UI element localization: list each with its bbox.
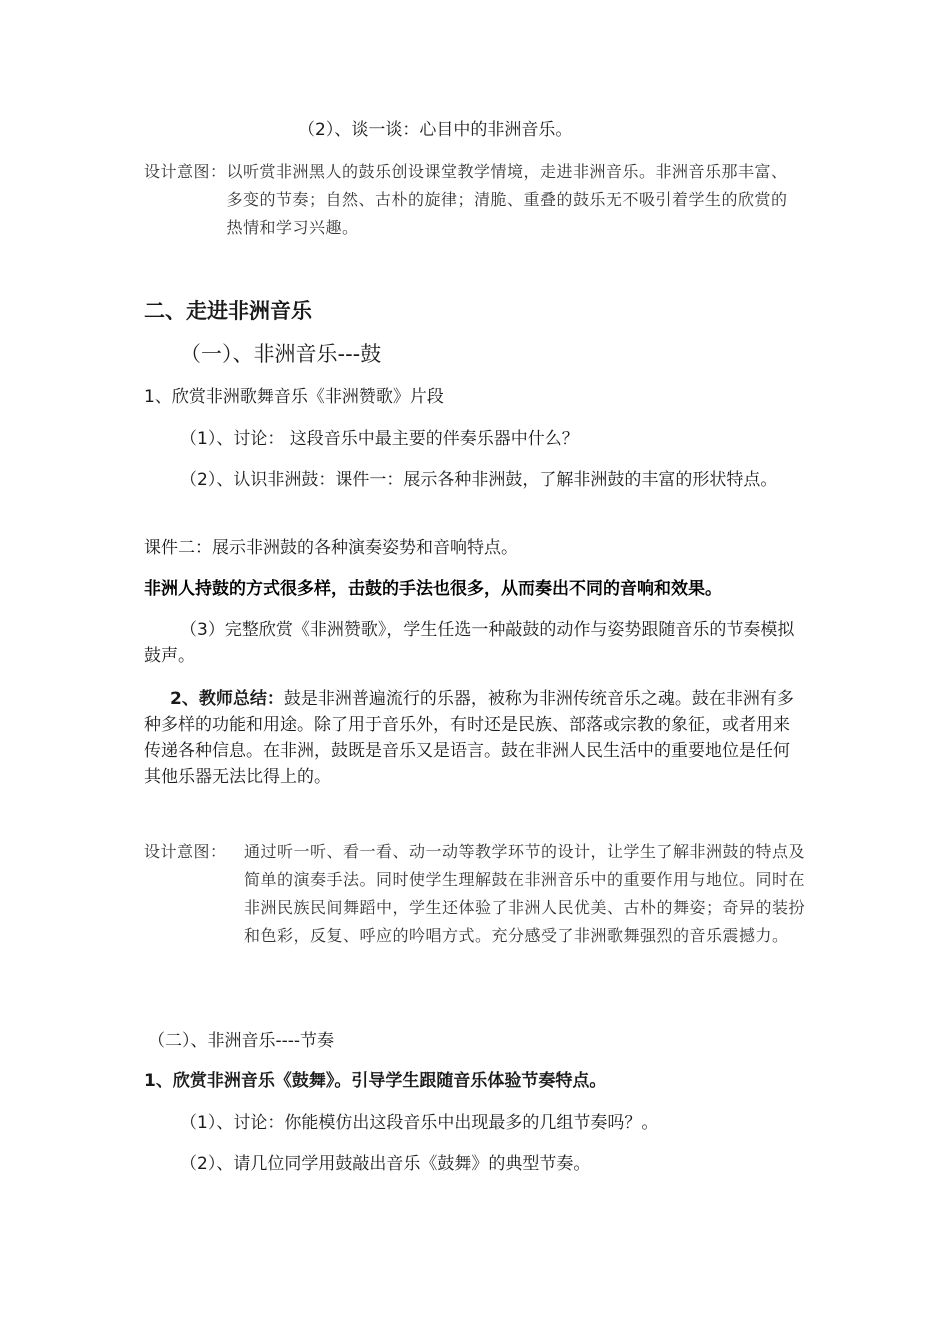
design-intent-1 bbox=[144, 158, 804, 242]
design-intent-label: 设计意图： bbox=[144, 162, 227, 181]
teacher-summary-lead: 2、教师总结： bbox=[170, 689, 284, 709]
imitate-rhythm-item: （1）、讨论：你能模仿出这段音乐中出现最多的几组节奏吗？。 bbox=[180, 1113, 659, 1133]
courseware-2: 课件二：展示非洲鼓的各种演奏姿势和音响特点。 bbox=[144, 538, 518, 558]
play-rhythm-item: （2）、请几位同学用鼓敲出音乐《鼓舞》的典型节奏。 bbox=[180, 1154, 591, 1174]
design-intent-2 bbox=[144, 838, 808, 950]
section-heading: 二、走进非洲音乐 bbox=[144, 299, 312, 323]
subsection-heading-rhythm: （二）、非洲音乐----节奏 bbox=[148, 1031, 335, 1051]
discuss-item: （1）、讨论： 这段音乐中最主要的伴奏乐器中什么？ bbox=[180, 429, 579, 449]
design-intent-text: 以听赏非洲黑人的鼓乐创设课堂教学情境，走进非洲音乐。非洲音乐那丰富、多变的节奏；自然、古朴的旋律；清脆、重叠的鼓乐无不吸引着学生的欣赏的热情和学习兴趣。 bbox=[226, 162, 788, 237]
know-drum-item: （2）、认识非洲鼓：课件一：展示各种非洲鼓，了解非洲鼓的丰富的形状特点。 bbox=[180, 470, 778, 490]
appreciate-item-1: 1、欣赏非洲歌舞音乐《非洲赞歌》片段 bbox=[144, 387, 444, 407]
drum-holding-note: 非洲人持鼓的方式很多样，击鼓的手法也很多，从而奏出不同的音响和效果。 bbox=[144, 579, 722, 599]
appreciate-drum-dance: 1、欣赏非洲音乐《鼓舞》。引导学生跟随音乐体验节奏特点。 bbox=[144, 1071, 607, 1091]
talk-item: （2）、谈一谈：心目中的非洲音乐。 bbox=[298, 120, 573, 140]
teacher-summary bbox=[144, 686, 804, 790]
teacher-summary-text: 鼓是非洲普遍流行的乐器，被称为非洲传统音乐之魂。鼓在非洲有多种多样的功能和用途。除了用于音乐外，有时还是民族、部落或宗教的象征，或者用来传递各种信息。在非洲，鼓既是音乐又是语言。鼓在非洲人民生活中的重要地位是任何其他乐器无法比得上的。 bbox=[144, 689, 794, 787]
design-intent-label: 设计意图： bbox=[144, 842, 227, 861]
subsection-heading-drum: （一）、非洲音乐---鼓 bbox=[180, 342, 382, 366]
full-listen-item: （3）完整欣赏《非洲赞歌》，学生任选一种敲鼓的动作与姿势跟随音乐的节奏模拟鼓声。 bbox=[144, 620, 795, 666]
design-intent-text: 通过听一听、看一看、动一动等教学环节的设计，让学生了解非洲鼓的特点及简单的演奏手法。同时使学生理解鼓在非洲音乐中的重要作用与地位。同时在非洲民族民间舞蹈中，学生还体验了非洲人民优美、古朴的舞姿；奇异的装扮和色彩，反复、呼应的吟唱方式。充分感受了非洲歌舞强烈的音乐震撼力。 bbox=[244, 842, 806, 945]
